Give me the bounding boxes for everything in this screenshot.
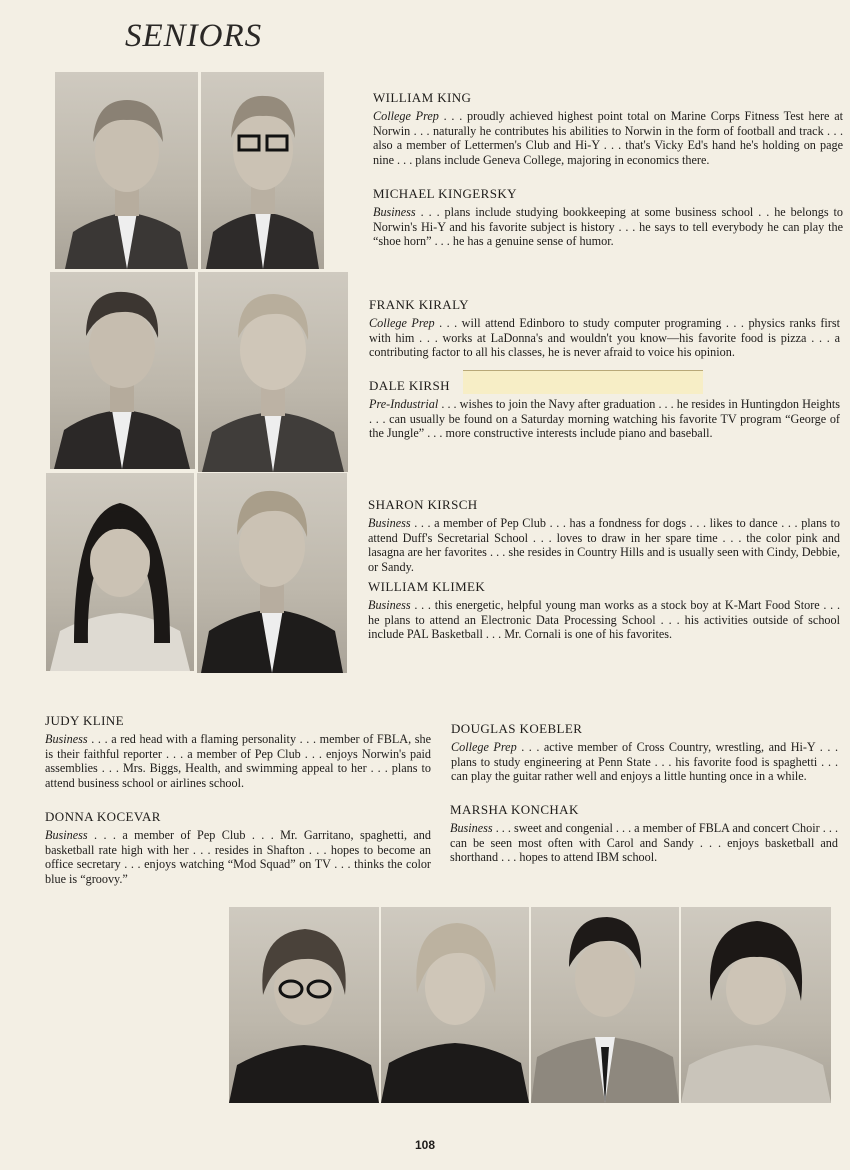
student-bio: . . . wishes to join the Navy after graduation . . . he resides in Huntingdon Heights . . . can usually be found on a Saturday morning watching his favorite TV program “George of the Jungle” . . . more constructive interests include piano and baseball. [369,397,840,441]
portrait-photo-dale-kirsh [198,272,348,472]
student-bio: . . . a member of Pep Club . . . Mr. Garritano, spaghetti, and basketball rate high with her . . . resides in Shafton . . . hopes to become an office secretary . . . enjoys watching “Mod Squad” on TV . . . thinks the color blue is “groovy.” [45,828,431,886]
student-name: MICHAEL KINGERSKY [373,186,517,201]
bio-michael-kingersky [373,186,843,249]
student-bio: . . . proudly achieved highest point total on Marine Corps Fitness Test here at Norwin . . . naturally he contributes his abilities to Norwin in the form of football and track . . . also a member of Lettermen's Club and Hi-Y . . . that's Vicky Ed's hand he's holding on page nine . . . plans include Geneva College, majoring in economics there. [373,109,843,167]
student-bio: . . . plans include studying bookkeeping at some business school . . he belongs to Norwin's Hi-Y and his favorite subject is history . . . he says to tell everybody he can play the “shoe horn” . . . he has a genuine sense of humor. [373,205,843,249]
student-course: Business [45,828,88,842]
student-name: DOUGLAS KOEBLER [451,721,583,736]
portrait-photo-douglas-koebler [531,907,679,1103]
bio-sharon-kirsch [368,497,840,574]
bio-donna-kocevar [45,809,431,886]
student-bio: . . . this energetic, helpful young man works as a stock boy at K-Mart Food Store . . . he plans to attend an Electronic Data Processing School . . . his activities outside of school include PAL Basketball . . . Mr. Cornali is one of his favorites. [368,598,840,642]
student-name: DONNA KOCEVAR [45,809,161,824]
student-course: College Prep [373,109,439,123]
student-name: SHARON KIRSCH [368,497,478,512]
page-number: 108 [414,1138,436,1152]
student-bio: . . . active member of Cross Country, wrestling, and Hi-Y . . . plans to study engineering at Penn State . . . his favorite food is spaghetti . . . can play the guitar rather well and enjoys a little hunting once in a while. [451,740,838,784]
student-bio: . . . will attend Edinboro to study computer programing . . . physics ranks first with him . . . works at LaDonna's and wouldn't you know—his favorite food is pizza . . . a contributing factor to all his classes, he is never afraid to voice his opinion. [369,316,840,360]
student-course: College Prep [451,740,517,754]
student-course: College Prep [369,316,435,330]
portrait-photo-michael-kingersky [201,72,324,269]
student-course: Business [450,821,493,835]
student-course: Pre-Industrial [369,397,439,411]
student-name: MARSHA KONCHAK [450,802,579,817]
student-course: Business [368,598,411,612]
portrait-photo-william-klimek [197,473,347,673]
portrait-photo-judy-kline [229,907,379,1103]
student-bio: . . . a member of Pep Club . . . has a fondness for dogs . . . likes to dance . . . plans to attend Duff's Secretarial School . . . loves to draw in her spare time . . . the color pink and lasagna are her favorites . . . she resides in Country Hills and is usually seen with Cindy, Debbie, or Sandy. [368,516,840,574]
student-course: Business [373,205,416,219]
student-name: DALE KIRSH [369,378,450,393]
bio-marsha-konchak [450,802,838,865]
bio-douglas-koebler [451,721,838,784]
portrait-photo-william-king [55,72,198,269]
portrait-photo-donna-kocevar [381,907,529,1103]
bio-william-klimek [368,579,840,642]
bio-dale-kirsh [369,378,840,441]
student-name: FRANK KIRALY [369,297,469,312]
bio-frank-kiraly [369,297,840,360]
student-name: WILLIAM KING [373,90,472,105]
portrait-photo-frank-kiraly [50,272,195,469]
page-title: SENIORS [125,18,263,54]
student-bio: . . . a red head with a flaming personality . . . member of FBLA, she is their faithful reporter . . . a member of Pep Club . . . enjoys Norwin's paid assemblies . . . Mrs. Biggs, Health, and swimming appeal to her . . . plans to attend business school or airlines school. [45,732,431,790]
portrait-photo-sharon-kirsch [46,473,194,671]
bio-william-king [373,90,843,167]
student-course: Business [45,732,88,746]
student-bio: . . . sweet and congenial . . . a member of FBLA and concert Choir . . . can be seen most often with Carol and Sandy . . . enjoys basketball and shorthand . . . hopes to attend IBM school. [450,821,838,865]
student-course: Business [368,516,411,530]
portrait-photo-marsha-konchak [681,907,831,1103]
bio-judy-kline [45,713,431,790]
student-name: JUDY KLINE [45,713,124,728]
student-name: WILLIAM KLIMEK [368,579,486,594]
